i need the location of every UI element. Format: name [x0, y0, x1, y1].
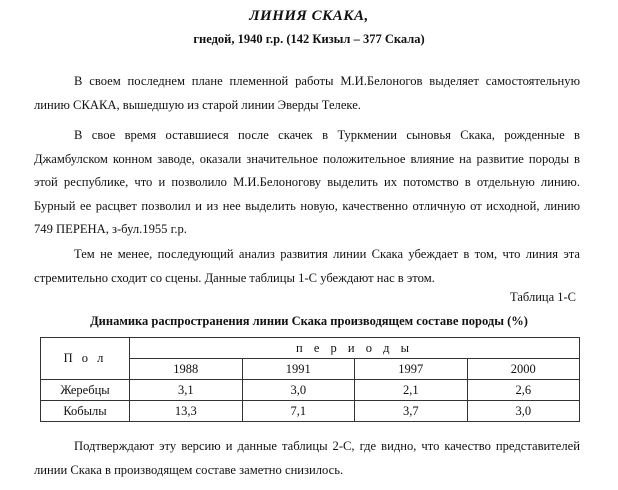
- paragraph-1: В своем последнем плане племенной работы М.И.Белоногов выделяет самостоятельную линию СКАКА, вышедшую из старой линии Эверды Телеке.: [34, 74, 580, 112]
- value-cell: 3,7: [355, 401, 468, 422]
- paragraph-2: В свое время оставшиеся после скачек в Туркмении сыновья Скака, рожденные в Джамбулском конном заводе, оказали значительное положительное влияние на развитие породы в этой республике, что и позволило М.И.Белоногову выделить их потомство в отдельную линию. Бурный ее расцвет позволил и из нее выделить новую, качественно отличную от исходной, линию 749 ПЕРЕНА, з-бул.1955 г.р.: [34, 128, 580, 236]
- year-cell: 2000: [467, 359, 580, 380]
- table-row: [41, 380, 580, 401]
- periods-header-cell: п е р и о д ы: [130, 338, 580, 359]
- paragraph-3: Тем не менее, последующий анализ развития линии Скака убеждает в том, что линия эта стремительно сходит со сцены. Данные таблицы 1-С убеждают нас в этом.: [34, 247, 580, 285]
- value-cell: 7,1: [242, 401, 355, 422]
- table-header-row: [41, 338, 580, 359]
- value-cell: 3,0: [467, 401, 580, 422]
- row-label-stallions: Жеребцы: [41, 380, 130, 401]
- table-title: Динамика распространения линии Скака производящем составе породы (%): [90, 314, 528, 328]
- year-cell: 1997: [355, 359, 468, 380]
- document-subtitle: гнедой, 1940 г.р. (142 Кизыл – 377 Скала): [193, 32, 425, 46]
- value-cell: 13,3: [130, 401, 243, 422]
- value-cell: 2,1: [355, 380, 468, 401]
- row-label-mares: Кобылы: [41, 401, 130, 422]
- year-cell: 1991: [242, 359, 355, 380]
- table-row: [41, 401, 580, 422]
- year-cell: 1988: [130, 359, 243, 380]
- sex-header-cell: П о л: [41, 338, 130, 380]
- value-cell: 3,0: [242, 380, 355, 401]
- table-label: Таблица 1-С: [510, 290, 576, 304]
- value-cell: 2,6: [467, 380, 580, 401]
- document-title: ЛИНИЯ СКАКА,: [249, 8, 369, 24]
- closing-paragraph: Подтверждают эту версию и данные таблицы 2-С, где видно, что качество представителей линии Скака в производящем составе заметно снизилось.: [34, 439, 580, 477]
- data-table: [40, 337, 580, 422]
- value-cell: 3,1: [130, 380, 243, 401]
